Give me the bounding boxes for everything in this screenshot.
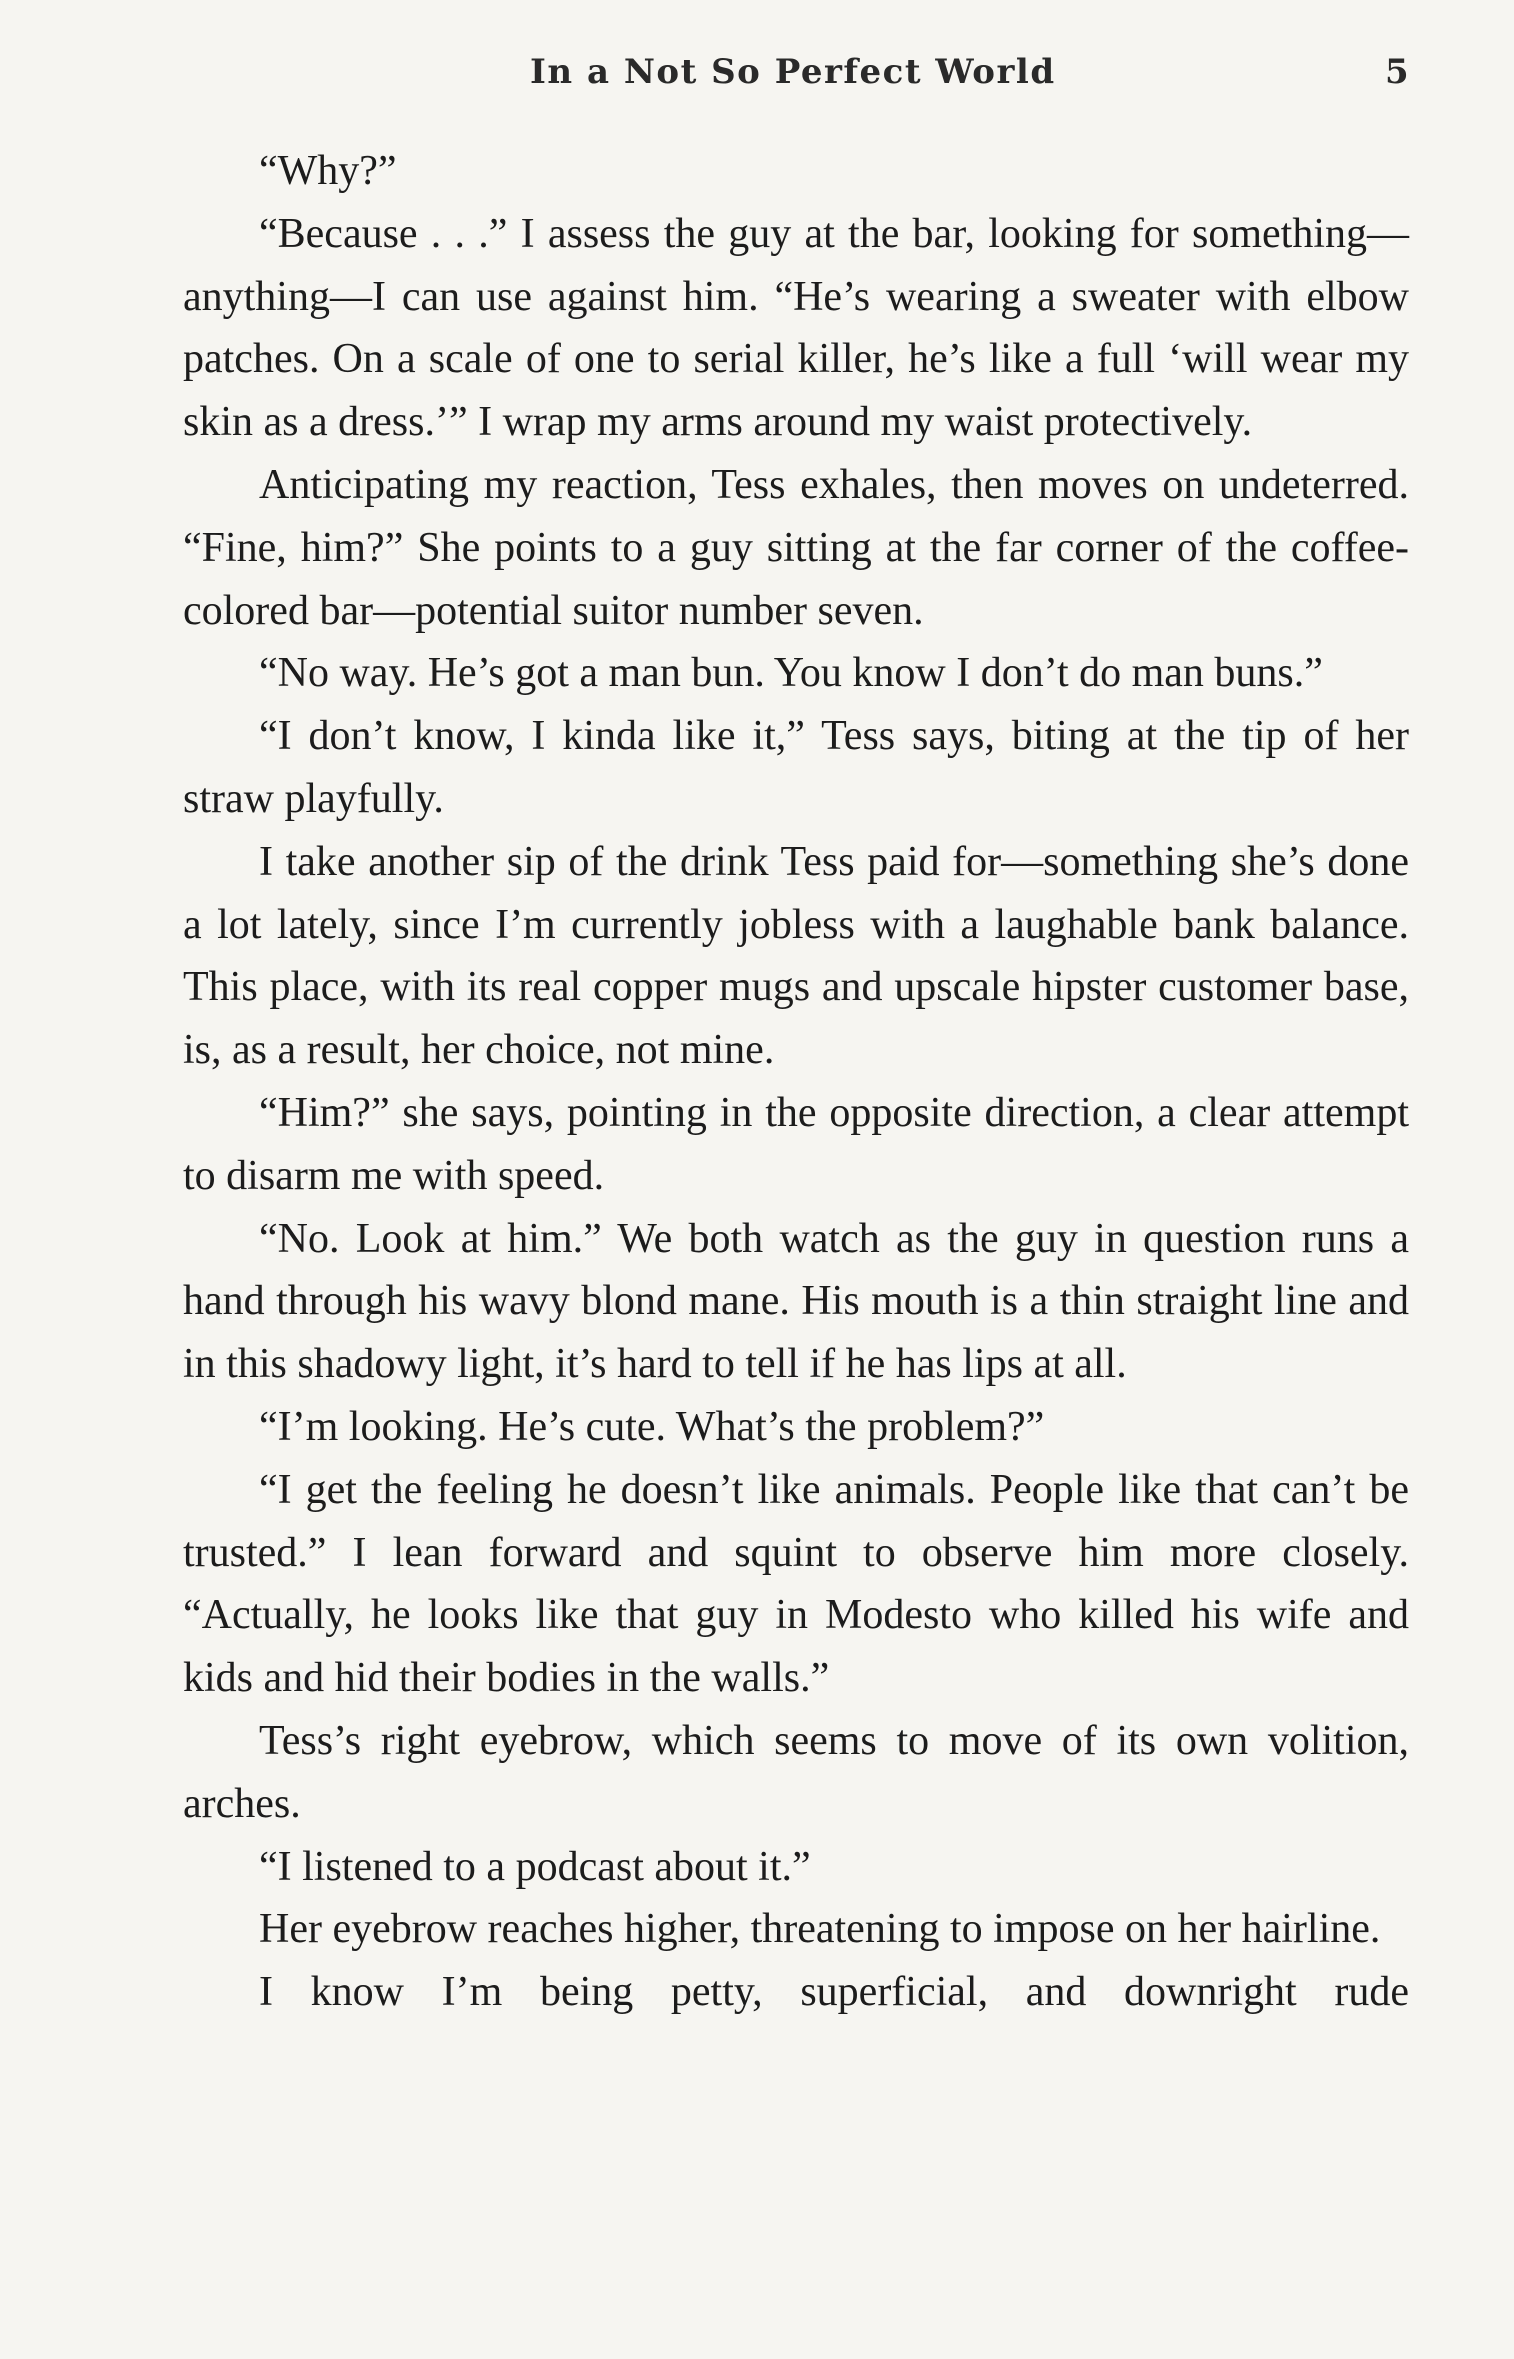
paragraph: “I don’t know, I kinda like it,” Tess says, biting at the tip of her straw playfully. [183, 713, 1409, 822]
paragraph: “Him?” she says, pointing in the opposite direction, a clear attempt to disarm me with speed. [183, 1089, 1409, 1199]
paragraph: Anticipating my reaction, Tess exhales, then moves on undeterred. “Fine, him?” She points to a guy sitting at the far corner of the coffee-colored bar—potential suitor number seven. [183, 461, 1409, 634]
paragraph: Tess’s right eyebrow, which seems to move of its own volition, arches. [183, 1717, 1409, 1827]
paragraph: “I get the feeling he doesn’t like animals. People like that can’t be trusted.” I lean forward and squint to observe him more closely. “Actually, he looks like that guy in Modesto who killed his wife and kids and hid their bodies in the walls.” [183, 1466, 1409, 1702]
paragraph: I take another sip of the drink Tess paid for—something she’s done a lot lately, since I’m currently jobless with a laughable bank balance. This place, with its real copper mugs and upscale hipster customer base, is, as a result, her choice, not mine. [183, 838, 1409, 1074]
paragraph: Her eyebrow reaches higher, threatening to impose on her hairline. [259, 1906, 1381, 1953]
paragraph: “No. Look at him.” We both watch as the guy in question runs a hand through his wavy blond mane. His mouth is a thin straight line and in this shadowy light, it’s hard to tell if he has lips at all. [183, 1215, 1409, 1388]
running-title: In a Not So Perfect World [530, 52, 1056, 92]
body-text [183, 140, 1409, 2024]
paragraph: “No way. He’s got a man bun. You know I don’t do man buns.” [259, 650, 1323, 697]
paragraph: I know I’m being petty, superficial, and downright rude [259, 1969, 1409, 2016]
paragraph: “I’m looking. He’s cute. What’s the problem?” [259, 1403, 1045, 1450]
paragraph: “I listened to a podcast about it.” [259, 1843, 811, 1890]
paragraph: “Why?” [259, 148, 397, 194]
page-number: 5 [1385, 52, 1409, 92]
paragraph: “Because . . .” I assess the guy at the bar, looking for something—anything—I can use against him. “He’s wearing a sweater with elbow patches. On a scale of one to serial killer, he’s like a full ‘will wear my skin as a dress.’” I wrap my arms around my waist protectively. [183, 210, 1409, 446]
running-head [0, 52, 1514, 102]
